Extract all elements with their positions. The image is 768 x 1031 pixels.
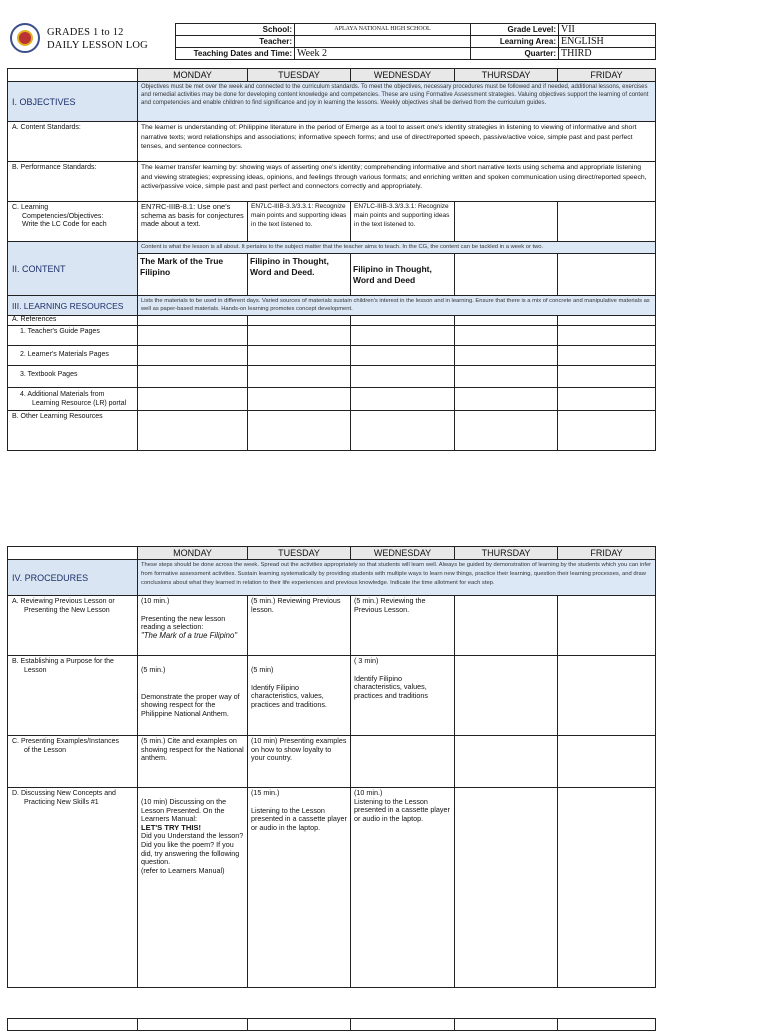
learning-area-value: ENGLISH: [559, 36, 656, 48]
title-line-2: DAILY LESSON LOG: [47, 40, 148, 51]
step-d-wednesday: [351, 788, 455, 988]
grade-level-value: VII: [559, 24, 656, 36]
step-a-tuesday: (5 min.) Reviewing Previous lesson.: [248, 596, 351, 656]
label-line: Lesson: [24, 666, 47, 674]
label-line: Practicing New Skills #1: [24, 798, 99, 806]
lc-code: EN7RC-IIIB-8.1: Use one's: [141, 202, 231, 211]
time-allotment: (15 min.): [251, 788, 280, 797]
day-header: FRIDAY: [558, 547, 656, 560]
selection-title: "The Mark of a true Filipino": [141, 630, 238, 640]
title-line-1: GRADES 1 to 12: [47, 27, 124, 38]
step-a-wednesday: (5 min.) Reviewing the Previous Lesson.: [351, 596, 455, 656]
step-text: Presenting the new lesson reading a selection:: [141, 613, 226, 632]
step-text: Identify Filipino characteristics, values, practices and traditions: [354, 673, 428, 700]
lets-try-this-heading: LET'S TRY THIS!: [141, 822, 202, 832]
lc-label-line: Write the LC Code for each: [22, 221, 107, 228]
day-header: MONDAY: [138, 547, 248, 560]
content-standards-label: A. Content Standards:: [8, 122, 138, 162]
lc-tuesday: EN7LC-IIIB-3.3/3.3.1: Recognize main points and supporting ideas in the text listened to.: [248, 202, 351, 242]
lc-label-line: Competencies/Objectives:: [22, 212, 104, 220]
step-text: Listening to the Lesson presented in a cassette player or audio in the laptop.: [354, 796, 450, 823]
teacher-label: Teacher:: [176, 36, 295, 48]
learning-resources-heading: III. LEARNING RESOURCES: [8, 296, 138, 316]
procedures-heading: IV. PROCEDURES: [8, 560, 138, 596]
lc-friday: [558, 202, 656, 242]
step-d-monday: [138, 788, 248, 988]
time-allotment: (5 min.): [141, 665, 166, 674]
additional-materials-line: Learning Resource (LR) portal: [32, 399, 127, 407]
header-info-table: [175, 23, 656, 60]
day-header: FRIDAY: [558, 69, 656, 82]
step-b-wednesday: [351, 656, 455, 736]
reviewing-previous-lesson-label: [8, 596, 138, 656]
learners-materials-pages-label: 2. Learner's Materials Pages: [8, 346, 138, 366]
deped-seal-logo: [10, 23, 40, 53]
label-line: Presenting the New Lesson: [24, 606, 110, 614]
time-allotment: (10 min.): [354, 788, 383, 797]
objectives-note: Objectives must be met over the week and connected to the curriculum standards. To meet the objectives, necessary procedures must be followed and if needed, additional lessons, exercises and remedial activities may be done for developing content knowledge and competencies. These are using Formative Assessment strategies. Valuing objectives support the learning of content and competencies and enable children to find significance and joy in learning the lessons. Weekly objectives shall be derived from the curriculum guides.: [138, 82, 656, 122]
label-line: C. Presenting Examples/Instances: [12, 738, 119, 745]
step-text: Identify Filipino characteristics, values, practices and traditions.: [251, 682, 327, 709]
procedures-note: These steps should be done across the week. Spread out the activities appropriately so that students will learn well. Always be guided by demonstration of learning by the students which you can infer from formative assessment activities. Sustain learning systematically by providing students with multiple ways to learn new things, practice their learning, question their learning processes, and draw conclusions about what they learned in relation to their life experiences and previous knowledge. Indicate the time allotment for each step.: [138, 560, 656, 596]
time-allotment: (5 min): [251, 665, 274, 674]
learning-resources-note: Lists the materials to be used in different days. Varied sources of materials sustain children's interest in the lesson and in learning. Ensure that there is a mix of concrete and manipulative materials as well as paper-based materials. Hands-on learning promotes concept development.: [138, 296, 656, 316]
step-text: Listening to the Lesson presented in a cassette player or audio in the laptop.: [251, 805, 347, 832]
establishing-purpose-label: [8, 656, 138, 736]
label-line: of the Lesson: [24, 746, 67, 754]
step-b-tuesday: [248, 656, 351, 736]
time-allotment: ( 3 min): [354, 656, 379, 665]
procedures-table: [7, 546, 656, 988]
lc-monday: [138, 202, 248, 242]
additional-materials-line: 4. Additional Materials from: [20, 391, 105, 398]
teacher-value: [295, 36, 471, 48]
day-header: WEDNESDAY: [351, 547, 455, 560]
step-c-tuesday: (10 min) Presenting examples on how to show loyalty to your country.: [248, 736, 351, 788]
performance-standards-text: The learner transfer learning by: showing ways of asserting one's identity; comprehending informative and short narrative texts using schema and appropriate listening and viewing strategies; expressing ideas, opinions, and feelings through various formats; and enriching written and spoken communication using direct/reported speech, active/passive voice, simple past and past perfect and connectors correctly and appropriately.: [138, 162, 656, 202]
day-header: TUESDAY: [248, 547, 351, 560]
time-allotment: (10 min.): [141, 596, 170, 605]
lc-text: schema as basis for conjectures made about a text.: [141, 210, 244, 229]
step-b-monday: [138, 656, 248, 736]
lc-label-line: C. Learning: [12, 204, 49, 211]
label-line: D. Discussing New Concepts and: [12, 790, 116, 797]
objectives-heading: I. OBJECTIVES: [8, 82, 138, 122]
school-value: APLAYA NATIONAL HIGH SCHOOL: [295, 24, 471, 36]
textbook-pages-label: 3. Textbook Pages: [8, 366, 138, 388]
teaching-dates-value: Week 2: [295, 48, 471, 60]
objectives-content-resources-table: [7, 68, 656, 451]
grade-level-label: Grade Level:: [471, 24, 559, 36]
content-wednesday: Filipino in Thought, Word and Deed: [351, 254, 455, 296]
day-header: MONDAY: [138, 69, 248, 82]
step-a-monday: [138, 596, 248, 656]
performance-standards-label: B. Performance Standards:: [8, 162, 138, 202]
learning-area-label: Learning Area:: [471, 36, 559, 48]
next-page-table: [7, 1018, 656, 1031]
day-header: TUESDAY: [248, 69, 351, 82]
step-d-tuesday: [248, 788, 351, 988]
teaching-dates-label: Teaching Dates and Time:: [176, 48, 295, 60]
lc-wednesday: EN7LC-IIIB-3.3/3.3.1: Recognize main points and supporting ideas in the text listened to.: [351, 202, 455, 242]
step-text: (refer to Learners Manual): [141, 865, 225, 875]
school-label: School:: [176, 24, 295, 36]
discussing-new-concepts-label: [8, 788, 138, 988]
step-text: (10 min) Discussing on the Lesson Presented. On the Learners Manual:: [141, 797, 227, 824]
references-label: A. References: [8, 316, 138, 326]
step-c-monday: (5 min.) Cite and examples on showing respect for the National anthem.: [138, 736, 248, 788]
content-tuesday: Filipino in Thought, Word and Deed.: [248, 254, 351, 296]
additional-materials-label: [8, 388, 138, 411]
content-heading: II. CONTENT: [8, 242, 138, 296]
content-friday: [558, 254, 656, 296]
day-header: WEDNESDAY: [351, 69, 455, 82]
content-monday: The Mark of the True Filipino: [138, 254, 248, 296]
teachers-guide-pages-label: 1. Teacher's Guide Pages: [8, 326, 138, 346]
quarter-value: THIRD: [559, 48, 656, 60]
day-header: THURSDAY: [455, 547, 558, 560]
day-header: THURSDAY: [455, 69, 558, 82]
content-note: Content is what the lesson is all about. It pertains to the subject matter that the teacher aims to teach. In the CG, the content can be tackled in a week or two.: [138, 242, 656, 254]
quarter-label: Quarter:: [471, 48, 559, 60]
step-text: Demonstrate the proper way of showing respect for the Philippine National Anthem.: [141, 691, 240, 718]
label-line: B. Establishing a Purpose for the: [12, 658, 114, 665]
learning-competencies-label: [8, 202, 138, 242]
content-thursday: [455, 254, 558, 296]
step-text: Did you Understand the lesson? Did you like the poem? If you did, try answering the following question.: [141, 831, 244, 867]
label-line: A. Reviewing Previous Lesson or: [12, 598, 115, 605]
lc-thursday: [455, 202, 558, 242]
content-standards-text: The learner is understanding of: Philippine literature in the period of Emerge as a tool to assert one's identity strategies in listening to viewing of informative and short narrative texts; word relationships and associations; informative speech forms; and use of direct/reported speech, passive/active voice, simple past and past perfect tenses, and sentence connectors.: [138, 122, 656, 162]
other-learning-resources-label: B. Other Learning Resources: [8, 411, 138, 451]
presenting-examples-label: [8, 736, 138, 788]
